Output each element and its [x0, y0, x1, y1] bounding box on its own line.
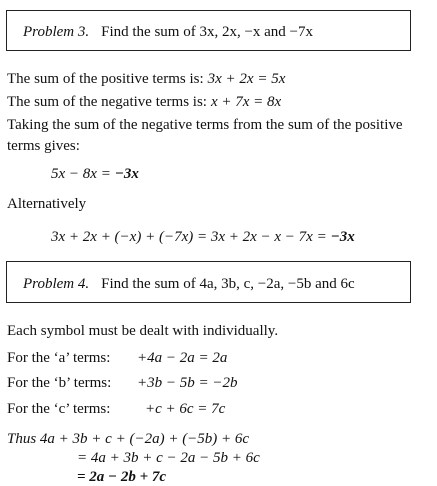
problem-4-box [6, 261, 411, 303]
positive-terms-line: The sum of the positive terms is: 3x + 2x = 5x [7, 71, 286, 87]
positive-terms-expr: 3x + 2x = 5x [207, 71, 286, 87]
step-2-line: = 4a + 3b + c − 2a − 5b + 6c [77, 450, 260, 466]
alternative-answer: −3x [330, 229, 355, 245]
thus-line: Thus 4a + 3b + c + (−2a) + (−5b) + 6c [7, 431, 250, 447]
negative-terms-line: The sum of the negative terms is: x + 7x = 8x [7, 94, 282, 110]
problem-3-text: Find the sum of 3x, 2x, −x and −7x [101, 24, 314, 40]
final-answer-line: = 2a − 2b + 7c [77, 469, 167, 485]
b-terms-label: For the ‘b’ terms: [7, 375, 112, 391]
a-terms-label: For the ‘a’ terms: [7, 350, 111, 366]
problem-3-box [6, 10, 411, 51]
problem-4-label: Problem 4. [23, 276, 90, 292]
b-terms-expr: +3b − 5b = −2b [137, 375, 238, 391]
intro-line: Each symbol must be dealt with individually. [7, 323, 279, 339]
problem-4-text: Find the sum of 4a, 3b, c, −2a, −5b and 6c [101, 276, 355, 292]
problem-3-heading [23, 23, 313, 41]
problem-3-answer: −3x [114, 166, 139, 182]
problem-3-label: Problem 3. [23, 24, 90, 40]
result-lhs: 5x − 8x = [51, 166, 111, 182]
problem-4-heading [23, 275, 355, 293]
c-terms-expr: +c + 6c = 7c [145, 401, 226, 417]
alternative-expression-line [51, 228, 355, 246]
taking-line-2: terms gives: [7, 138, 80, 154]
c-terms-label: For the ‘c’ terms: [7, 401, 111, 417]
problem-3-result-line [51, 165, 139, 183]
a-terms-expr: +4a − 2a = 2a [137, 350, 228, 366]
taking-line-1: Taking the sum of the negative terms from the sum of the positive [7, 117, 403, 133]
alternatively-label: Alternatively [7, 196, 87, 212]
alternative-expr: 3x + 2x + (−x) + (−7x) = 3x + 2x − x − 7x = [51, 229, 327, 245]
negative-terms-expr: x + 7x = 8x [210, 94, 282, 110]
